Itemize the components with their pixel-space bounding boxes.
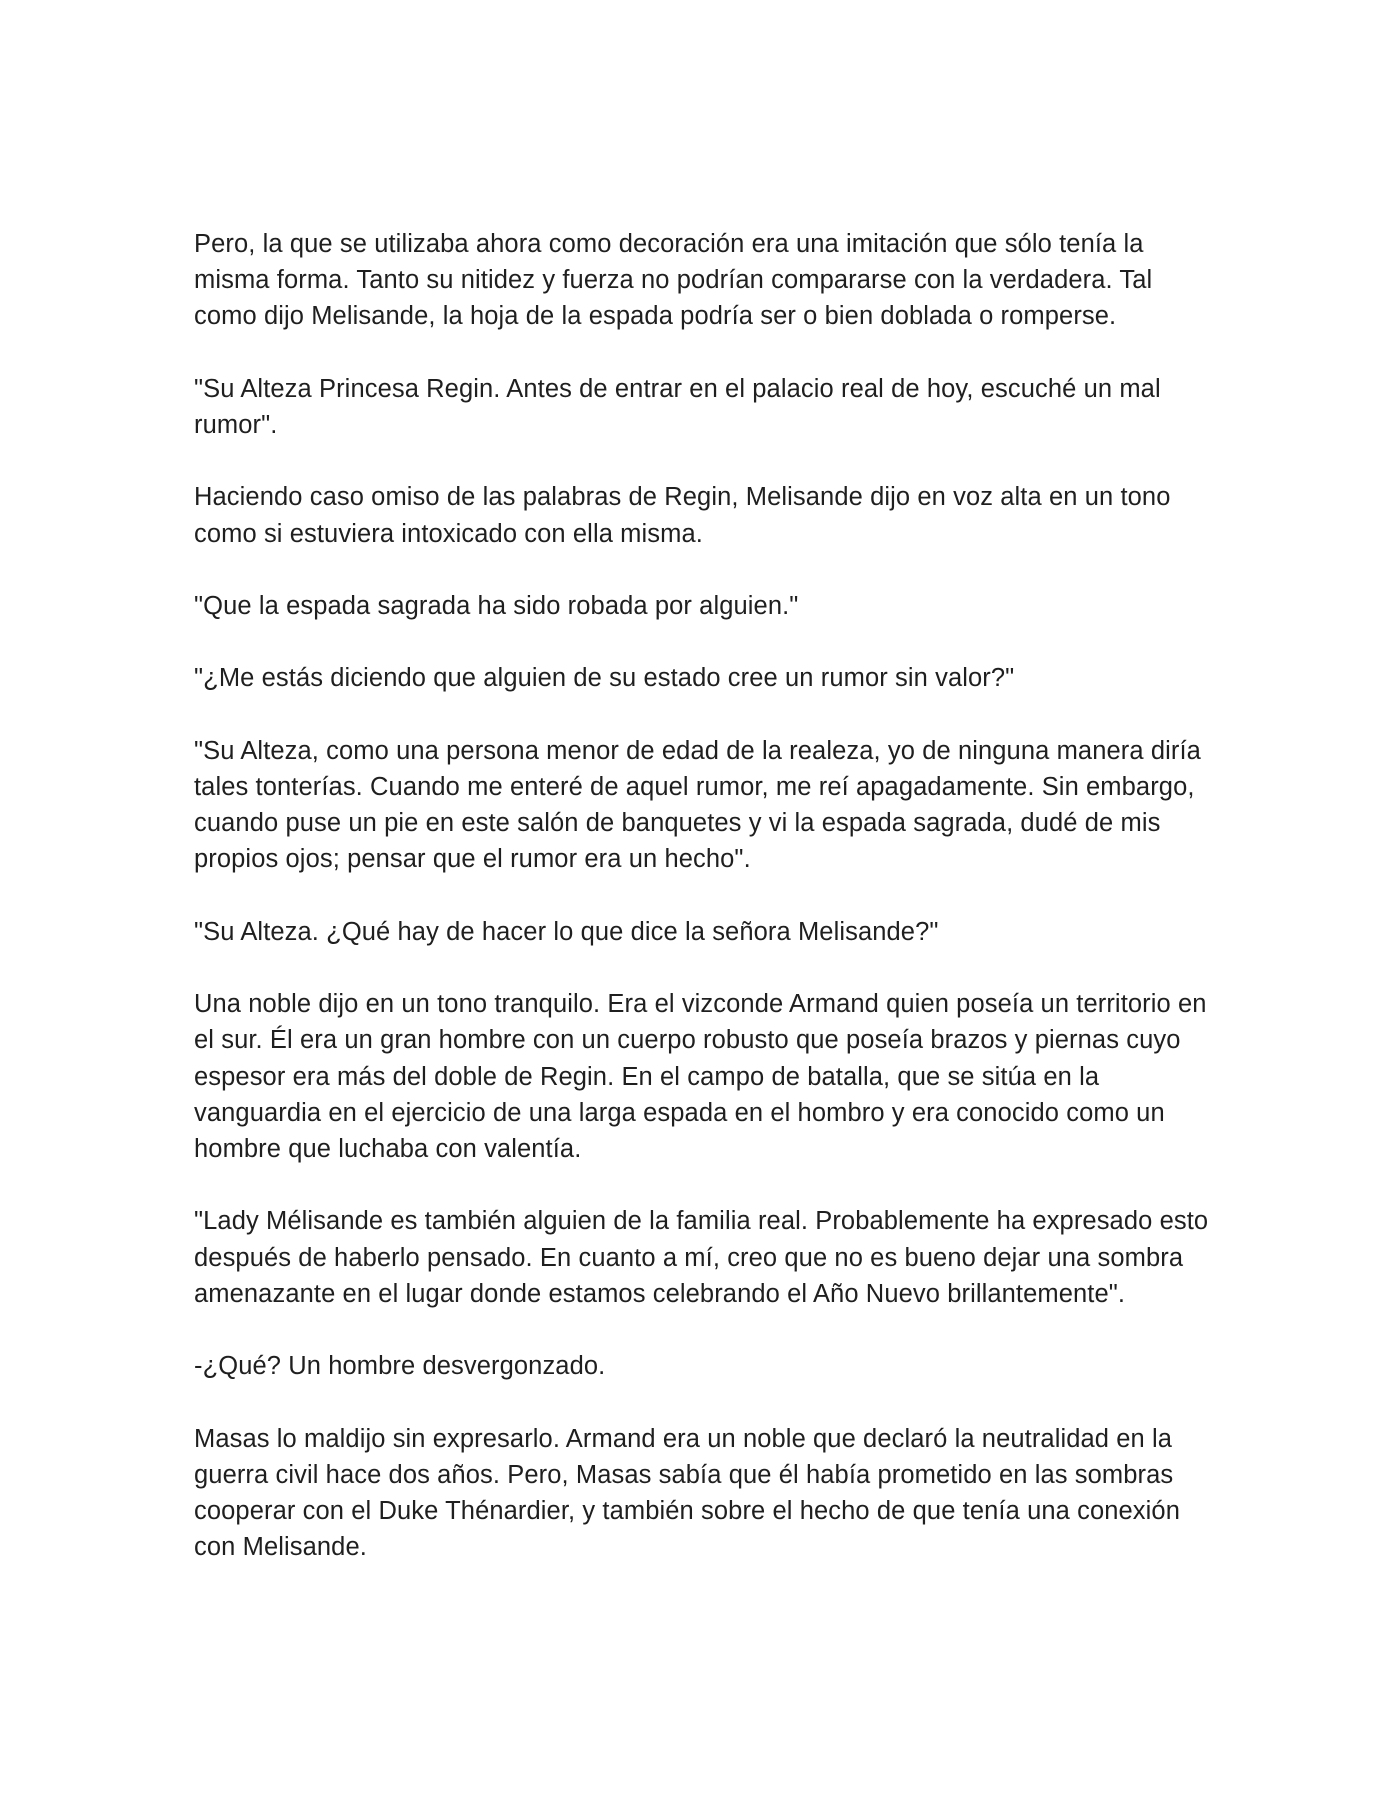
paragraph: Pero, la que se utilizaba ahora como decoración era una imitación que sólo tenía la misma forma. Tanto su nitidez y fuerza no podrían compararse con la verdadera. Tal como dijo Melisande, la hoja de la espada podría ser o bien doblada o romperse. <box>194 230 1153 331</box>
paragraph: "¿Me estás diciendo que alguien de su estado cree un rumor sin valor?" <box>194 664 1015 693</box>
paragraph: Una noble dijo en un tono tranquilo. Era el vizconde Armand quien poseía un territorio en el sur. Él era un gran hombre con un cuerpo robusto que poseía brazos y piernas cuyo espesor era más del doble de Regin. En el campo de batalla, que se sitúa en la vanguardia en el ejercicio de una larga espada en el hombro y era conocido como un hombre que luchaba con valentía. <box>194 990 1207 1163</box>
paragraph: "Que la espada sagrada ha sido robada por alguien." <box>194 591 799 620</box>
paragraph: Haciendo caso omiso de las palabras de Regin, Melisande dijo en voz alta en un tono como si estuviera intoxicado con ella misma. <box>194 483 1171 548</box>
paragraph: -¿Qué? Un hombre desvergonzado. <box>194 1352 606 1381</box>
paragraph: "Lady Mélisande es también alguien de la familia real. Probablemente ha expresado esto después de haberlo pensado. En cuanto a mí, creo que no es bueno dejar una sombra amenazante en el lugar donde estamos celebrando el Año Nuevo brillantemente". <box>194 1207 1209 1308</box>
paragraph: "Su Alteza Princesa Regin. Antes de entrar en el palacio real de hoy, escuché un mal rumor". <box>194 374 1161 439</box>
paragraph: Masas lo maldijo sin expresarlo. Armand era un noble que declaró la neutralidad en la guerra civil hace dos años. Pero, Masas sabía que él había prometido en las sombras cooperar con el Duke Thénardier, y también sobre el hecho de que tenía una conexión con Melisande. <box>194 1424 1180 1562</box>
paragraph: "Su Alteza, como una persona menor de edad de la realeza, yo de ninguna manera diría tales tonterías. Cuando me enteré de aquel rumor, me reí apagadamente. Sin embargo, cuando puse un pie en este salón de banquetes y vi la espada sagrada, dudé de mis propios ojos; pensar que el rumor era un hecho". <box>194 736 1201 874</box>
paragraph: "Su Alteza. ¿Qué hay de hacer lo que dice la señora Melisande?" <box>194 917 939 946</box>
document-body <box>194 226 1210 1602</box>
